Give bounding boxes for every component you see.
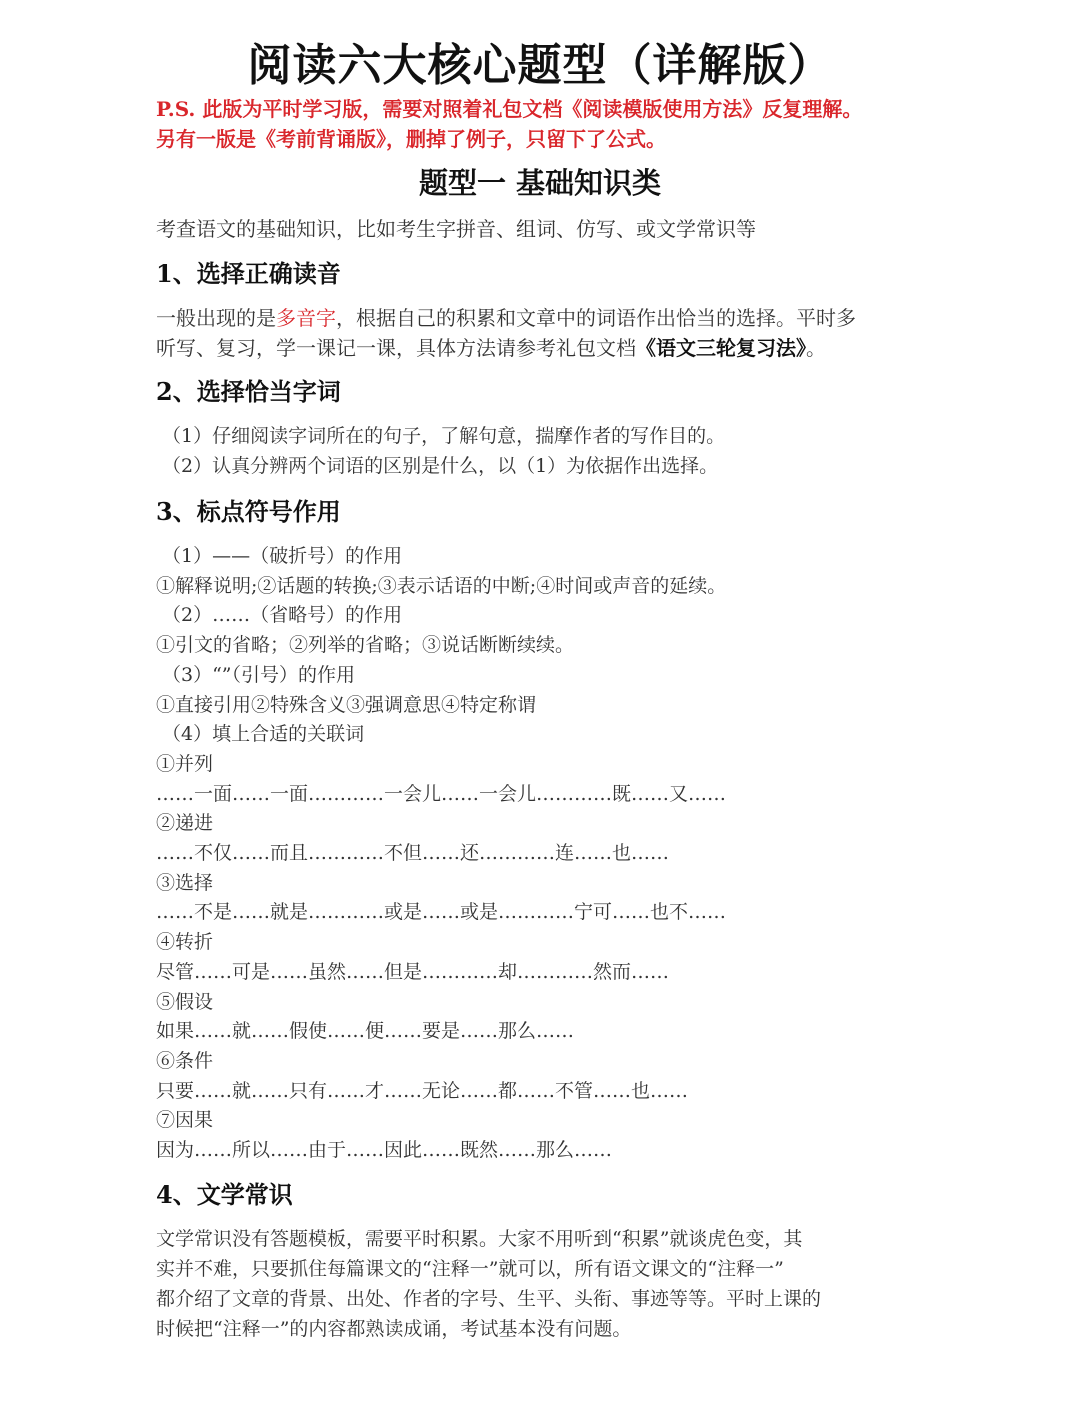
- s3-line-1: （1）——（破折号）的作用: [162, 545, 403, 567]
- s3-line-10: ②递进: [156, 812, 214, 834]
- s4-line-3: 都介绍了文章的背景、出处、作者的字号、生平、头衔、事迹等等。平时上课的: [156, 1288, 822, 1310]
- s3-line-15: 尽管……可是……虽然……但是…………却…………然而……: [156, 961, 670, 983]
- note-line-1: P.S. 此版为平时学习版，需要对照着礼包文档《阅读模版使用方法》反复理解。: [156, 97, 863, 121]
- s3-line-19: 只要……就……只有……才……无论……都……不管……也……: [156, 1080, 689, 1102]
- section-1-paragraph: [156, 303, 956, 363]
- s3-line-11: ……不仅……而且…………不但……还…………连……也……: [156, 842, 670, 864]
- s4-line-1: 文学常识没有答题模板，需要平时积累。大家不用听到“积累”就谈虎色变，其: [156, 1228, 803, 1250]
- s1-text-end: 。: [806, 336, 826, 360]
- s3-line-3: （2）……（省略号）的作用: [162, 604, 403, 626]
- s4-line-2: 实并不难，只要抓住每篇课文的“注释一”就可以，所有语文课文的“注释一”: [156, 1258, 784, 1280]
- part-1-intro: [156, 214, 956, 244]
- s1-text-c: 听写、复习，学一课记一课，具体方法请参考礼包文档: [156, 336, 636, 360]
- s1-doc-reference: 《语文三轮复习法》: [636, 336, 806, 360]
- section-2-item-1: （1）仔细阅读字词所在的句子，了解句意，揣摩作者的写作目的。: [162, 425, 726, 447]
- s3-line-18: ⑥条件: [156, 1050, 214, 1072]
- s1-text-b: ，根据自己的积累和文章中的词语作出恰当的选择。平时多: [336, 306, 856, 330]
- page-title: 阅读六大核心题型（详解版）: [247, 40, 833, 91]
- s3-line-20: ⑦因果: [156, 1109, 214, 1131]
- s3-line-9: ……一面……一面…………一会儿……一会儿…………既……又……: [156, 783, 727, 805]
- s3-line-13: ……不是……就是…………或是……或是…………宁可……也不……: [156, 901, 727, 923]
- s3-line-21: 因为……所以……由于……因此……既然……那么……: [156, 1139, 613, 1161]
- s3-line-12: ③选择: [156, 872, 214, 894]
- s1-text-a: 一般出现的是: [156, 306, 276, 330]
- s4-line-4: 时候把“注释一”的内容都熟读成诵，考试基本没有问题。: [156, 1318, 632, 1340]
- s3-line-4: ①引文的省略；②列举的省略；③说话断断续续。: [156, 634, 575, 656]
- section-1-heading: 1、选择正确读音: [156, 259, 341, 288]
- section-3-heading: 3、标点符号作用: [156, 497, 341, 526]
- s3-line-2: ①解释说明;②话题的转换;③表示话语的中断;④时间或声音的延续。: [156, 575, 727, 597]
- part-1-title: 题型一 基础知识类: [418, 166, 662, 200]
- note-line-2: 另有一版是《考前背诵版》，删掉了例子，只留下了公式。: [156, 127, 666, 151]
- s3-line-16: ⑤假设: [156, 991, 214, 1013]
- intro-text: 考查语文的基础知识，比如考生字拼音、组词、仿写、或文学常识等: [156, 217, 756, 241]
- section-2-item-2: （2）认真分辨两个词语的区别是什么，以（1）为依据作出选择。: [162, 455, 719, 477]
- s3-line-17: 如果……就……假使……便……要是……那么……: [156, 1020, 575, 1042]
- section-1-line-2: [156, 333, 956, 363]
- s3-line-6: ①直接引用②特殊含义③强调意思④特定称谓: [156, 694, 537, 716]
- s3-line-14: ④转折: [156, 931, 214, 953]
- section-4-heading: 4、文学常识: [156, 1180, 293, 1209]
- s1-highlight: 多音字: [276, 306, 336, 330]
- s3-line-8: ①并列: [156, 753, 214, 775]
- section-2-heading: 2、选择恰当字词: [156, 377, 341, 406]
- s3-line-7: （4）填上合适的关联词: [162, 723, 365, 745]
- section-1-line-1: [156, 303, 956, 333]
- s3-line-5: （3）“”（引号）的作用: [162, 664, 356, 686]
